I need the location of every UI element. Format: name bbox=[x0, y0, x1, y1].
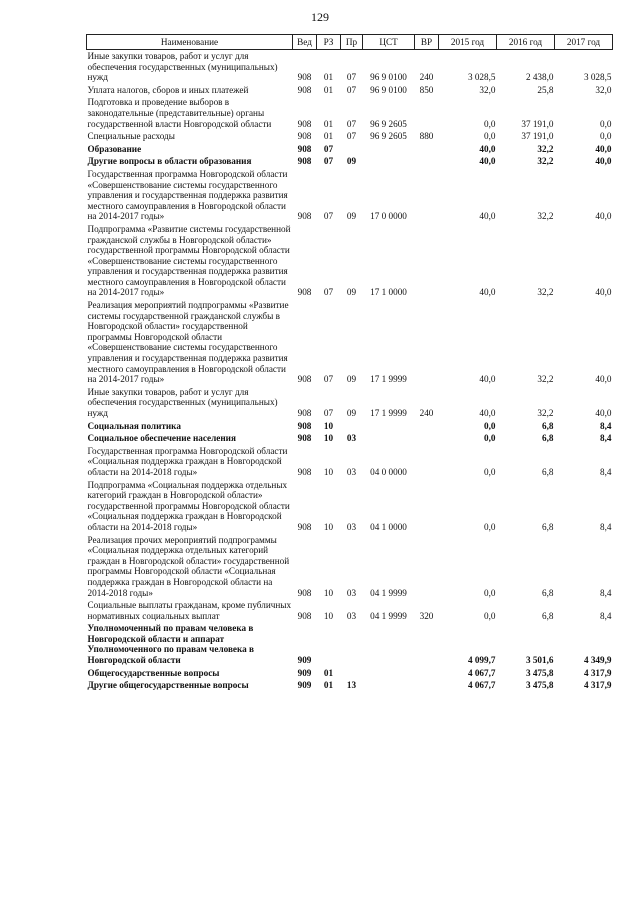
cell-rz: 10 bbox=[323, 433, 334, 444]
cell-rz: 01 bbox=[323, 680, 334, 691]
cell-2016: 6,8 bbox=[542, 420, 554, 431]
cell-2016: 3 501,6 bbox=[525, 655, 554, 666]
cell-2015: 0,0 bbox=[484, 131, 496, 142]
cell-name: Реализация мероприятий подпрограммы «Развитие системы государственной гражданской службы в Новгородской области» государственной программы Новгородской области «Совершенствование системы государственного управления и государственная поддержка развития местного самоуправления в Новгородской области на 2014-2017 годы» bbox=[87, 300, 289, 385]
cell-ved: 908 bbox=[297, 131, 312, 142]
cell-cst: 04 1 9999 bbox=[370, 610, 407, 621]
cell-pr: 07 bbox=[346, 131, 357, 142]
cell-ved: 908 bbox=[297, 156, 312, 167]
cell-pr: 09 bbox=[346, 211, 357, 222]
cell-2016: 3 475,8 bbox=[525, 680, 554, 691]
cell-pr: 09 bbox=[346, 408, 357, 418]
cell-cst: 17 1 9999 bbox=[370, 374, 407, 385]
cell-vr bbox=[415, 667, 439, 680]
cell-cst bbox=[363, 667, 415, 680]
cell-ved: 908 bbox=[297, 408, 312, 418]
cell-pr bbox=[341, 420, 363, 433]
cell-2017: 8,4 bbox=[600, 521, 612, 532]
table-row bbox=[87, 299, 613, 386]
cell-name: Иные закупки товаров, работ и услуг для обеспечения государственных (муниципальных) нужд bbox=[87, 386, 278, 418]
cell-vr bbox=[415, 143, 439, 156]
cell-vr: 240 bbox=[419, 408, 434, 418]
cell-rz: 07 bbox=[323, 156, 334, 167]
cell-vr bbox=[415, 299, 439, 386]
cell-2015: 0,0 bbox=[484, 587, 496, 598]
cell-cst: 04 1 9999 bbox=[370, 587, 407, 598]
cell-cst: 96 9 0100 bbox=[370, 84, 407, 95]
budget-table bbox=[86, 34, 613, 692]
cell-ved: 909 bbox=[297, 680, 312, 691]
cell-2015: 40,0 bbox=[479, 374, 496, 385]
cell-vr bbox=[415, 155, 439, 168]
cell-ved: 908 bbox=[297, 143, 312, 154]
cell-rz: 10 bbox=[323, 610, 334, 621]
cell-2015: 4 099,7 bbox=[467, 655, 496, 666]
cell-rz bbox=[317, 622, 341, 666]
cell-2017: 40,0 bbox=[595, 408, 612, 418]
header-2015: 2015 год bbox=[439, 35, 497, 50]
table-row bbox=[87, 534, 613, 600]
cell-name: Образование bbox=[87, 143, 142, 154]
cell-rz: 01 bbox=[323, 84, 334, 95]
cell-2016: 32,2 bbox=[537, 408, 554, 418]
cell-cst: 17 1 9999 bbox=[370, 408, 407, 418]
cell-ved: 908 bbox=[297, 211, 312, 222]
cell-ved: 908 bbox=[297, 287, 312, 298]
cell-vr: 320 bbox=[419, 610, 434, 621]
cell-2015: 0,0 bbox=[484, 433, 496, 444]
cell-cst: 04 1 0000 bbox=[370, 521, 407, 532]
cell-cst bbox=[363, 622, 415, 666]
table-row bbox=[87, 155, 613, 168]
cell-2015: 32,0 bbox=[479, 84, 496, 95]
table-body bbox=[87, 50, 613, 692]
table-row bbox=[87, 130, 613, 143]
table-row bbox=[87, 667, 613, 680]
cell-2017: 40,0 bbox=[595, 287, 612, 298]
cell-ved: 908 bbox=[297, 521, 312, 532]
cell-2017: 0,0 bbox=[600, 131, 612, 142]
cell-name: Социальные выплаты гражданам, кроме публичных нормативных социальных выплат bbox=[87, 600, 292, 621]
cell-rz: 01 bbox=[323, 118, 334, 129]
cell-vr bbox=[415, 679, 439, 692]
cell-2015: 0,0 bbox=[484, 420, 496, 431]
cell-vr bbox=[415, 479, 439, 534]
table-row bbox=[87, 96, 613, 130]
cell-pr: 09 bbox=[346, 156, 357, 167]
cell-2016: 6,8 bbox=[542, 466, 554, 477]
cell-name: Подпрограмма «Развитие системы государственной гражданской службы в Новгородской области» государственной программы Новгородской области «Совершенствование системы государственного управления и государственная поддержка развития местного самоуправления в Новгородской области на 2014-2017 годы» bbox=[87, 223, 291, 298]
cell-pr bbox=[341, 622, 363, 666]
cell-name: Социальная политика bbox=[87, 420, 181, 431]
cell-2017: 40,0 bbox=[595, 143, 612, 154]
cell-pr: 07 bbox=[346, 72, 357, 83]
cell-2016: 32,2 bbox=[537, 287, 554, 298]
cell-rz: 10 bbox=[323, 466, 334, 477]
cell-2016: 3 475,8 bbox=[525, 667, 554, 678]
cell-rz: 07 bbox=[323, 211, 334, 222]
cell-cst: 96 9 0100 bbox=[370, 72, 407, 83]
header-2016: 2016 год bbox=[497, 35, 555, 50]
table-row bbox=[87, 479, 613, 534]
cell-name: Подготовка и проведение выборов в законодательные (представительные) органы государственной власти Новгородской области bbox=[87, 97, 272, 129]
cell-pr: 13 bbox=[346, 680, 357, 691]
cell-2016: 32,2 bbox=[537, 374, 554, 385]
cell-2015: 4 067,7 bbox=[467, 680, 496, 691]
cell-pr: 07 bbox=[346, 84, 357, 95]
cell-cst bbox=[363, 420, 415, 433]
cell-pr bbox=[341, 143, 363, 156]
cell-2017: 32,0 bbox=[595, 84, 612, 95]
cell-2015: 4 067,7 bbox=[467, 667, 496, 678]
cell-2016: 32,2 bbox=[537, 211, 554, 222]
table-row bbox=[87, 168, 613, 223]
cell-pr: 07 bbox=[346, 118, 357, 129]
cell-2015: 0,0 bbox=[484, 610, 496, 621]
cell-pr: 09 bbox=[346, 374, 357, 385]
cell-vr bbox=[415, 622, 439, 666]
table-header-row bbox=[87, 35, 613, 50]
cell-ved: 908 bbox=[297, 433, 312, 444]
cell-2016: 6,8 bbox=[542, 521, 554, 532]
cell-pr: 03 bbox=[346, 587, 357, 598]
table-row bbox=[87, 386, 613, 420]
cell-ved: 908 bbox=[297, 610, 312, 621]
cell-2015: 3 028,5 bbox=[467, 72, 496, 83]
cell-2015: 40,0 bbox=[479, 156, 496, 167]
cell-pr: 03 bbox=[346, 521, 357, 532]
cell-ved: 909 bbox=[297, 655, 312, 666]
cell-2017: 4 317,9 bbox=[583, 680, 612, 691]
table-row bbox=[87, 50, 613, 84]
page-number: 129 bbox=[311, 10, 329, 24]
cell-2017: 3 028,5 bbox=[583, 72, 612, 83]
cell-ved: 908 bbox=[297, 84, 312, 95]
cell-vr bbox=[415, 168, 439, 223]
cell-ved: 908 bbox=[297, 587, 312, 598]
table-row bbox=[87, 143, 613, 156]
cell-vr bbox=[415, 420, 439, 433]
cell-2016: 32,2 bbox=[537, 143, 554, 154]
cell-name: Подпрограмма «Социальная поддержка отдельных категорий граждан в Новгородской области» государственной программы Новгородской области «Социальная поддержка граждан в Новгородской области на 2014-2018 годы» bbox=[87, 479, 290, 532]
cell-cst bbox=[363, 679, 415, 692]
cell-2015: 40,0 bbox=[479, 287, 496, 298]
cell-name: Общегосударственные вопросы bbox=[87, 667, 220, 678]
cell-name: Государственная программа Новгородской области «Совершенствование системы государственного управления и государственная поддержка развития местного самоуправления в Новгородской области на 2014-2017 годы» bbox=[87, 168, 288, 222]
cell-ved: 909 bbox=[297, 667, 312, 678]
cell-2015: 0,0 bbox=[484, 521, 496, 532]
header-rz: РЗ bbox=[317, 35, 341, 50]
cell-vr bbox=[415, 223, 439, 299]
cell-rz: 07 bbox=[323, 408, 334, 418]
cell-2017: 40,0 bbox=[595, 374, 612, 385]
table-row bbox=[87, 420, 613, 433]
header-name: Наименование bbox=[87, 35, 293, 50]
cell-cst: 04 0 0000 bbox=[370, 466, 407, 477]
cell-rz: 01 bbox=[323, 667, 334, 678]
cell-rz: 10 bbox=[323, 587, 334, 598]
cell-ved: 908 bbox=[297, 374, 312, 385]
cell-2017: 8,4 bbox=[600, 587, 612, 598]
cell-vr bbox=[415, 96, 439, 130]
cell-cst: 17 1 0000 bbox=[370, 287, 407, 298]
table-row bbox=[87, 599, 613, 622]
cell-2017: 40,0 bbox=[595, 211, 612, 222]
cell-2015: 40,0 bbox=[479, 143, 496, 154]
cell-2016: 25,8 bbox=[537, 84, 554, 95]
cell-vr bbox=[415, 445, 439, 479]
cell-2016: 37 191,0 bbox=[521, 131, 554, 142]
cell-pr: 03 bbox=[346, 610, 357, 621]
cell-2017: 0,0 bbox=[600, 118, 612, 129]
cell-name: Уполномоченный по правам человека в Новгородской области и аппарат Уполномоченного по правам человека в Новгородской области bbox=[87, 623, 255, 666]
cell-2016: 2 438,0 bbox=[525, 72, 554, 83]
header-2017: 2017 год bbox=[555, 35, 613, 50]
cell-2017: 8,4 bbox=[600, 466, 612, 477]
cell-2017: 4 349,9 bbox=[583, 655, 612, 666]
cell-vr: 850 bbox=[419, 84, 434, 95]
cell-2015: 40,0 bbox=[479, 211, 496, 222]
cell-2017: 8,4 bbox=[600, 433, 612, 444]
table-row bbox=[87, 622, 613, 666]
cell-rz: 01 bbox=[323, 72, 334, 83]
cell-vr bbox=[415, 534, 439, 600]
cell-rz: 01 bbox=[323, 131, 334, 142]
table-row bbox=[87, 445, 613, 479]
cell-pr: 03 bbox=[346, 466, 357, 477]
cell-2017: 8,4 bbox=[600, 420, 612, 431]
cell-rz: 07 bbox=[323, 143, 334, 154]
cell-ved: 908 bbox=[297, 118, 312, 129]
cell-name: Реализация прочих мероприятий подпрограммы «Социальная поддержка отдельных категорий граждан в Новгородской области» государственной программы Новгородской области «Социальная поддержка граждан в Новгородской области на 2014-2018 годы» bbox=[87, 534, 290, 598]
cell-name: Иные закупки товаров, работ и услуг для обеспечения государственных (муниципальных) нужд bbox=[87, 51, 278, 83]
cell-name: Государственная программа Новгородской области «Социальная поддержка граждан в Новгородской области на 2014-2018 годы» bbox=[87, 445, 288, 477]
cell-vr: 240 bbox=[419, 72, 434, 83]
cell-2017: 4 317,9 bbox=[583, 667, 612, 678]
header-pr: Пр bbox=[341, 35, 363, 50]
cell-2017: 8,4 bbox=[600, 610, 612, 621]
header-vr: ВР bbox=[415, 35, 439, 50]
cell-rz: 07 bbox=[323, 287, 334, 298]
cell-rz: 10 bbox=[323, 420, 334, 431]
cell-cst: 96 9 2605 bbox=[370, 118, 407, 129]
cell-2016: 6,8 bbox=[542, 587, 554, 598]
cell-2015: 40,0 bbox=[479, 408, 496, 418]
cell-pr: 03 bbox=[346, 433, 357, 444]
cell-name: Уплата налогов, сборов и иных платежей bbox=[87, 84, 249, 95]
cell-ved: 908 bbox=[297, 466, 312, 477]
header-ved: Вед bbox=[293, 35, 317, 50]
cell-pr bbox=[341, 667, 363, 680]
cell-name: Другие общегосударственные вопросы bbox=[87, 680, 249, 691]
cell-pr: 09 bbox=[346, 287, 357, 298]
cell-name: Социальное обеспечение населения bbox=[87, 433, 236, 444]
cell-2016: 6,8 bbox=[542, 433, 554, 444]
cell-cst: 17 0 0000 bbox=[370, 211, 407, 222]
cell-name: Специальные расходы bbox=[87, 131, 175, 142]
cell-name: Другие вопросы в области образования bbox=[87, 156, 252, 167]
cell-2017: 40,0 bbox=[595, 156, 612, 167]
cell-cst bbox=[363, 143, 415, 156]
cell-rz: 07 bbox=[323, 374, 334, 385]
cell-2016: 32,2 bbox=[537, 156, 554, 167]
cell-vr: 880 bbox=[419, 131, 434, 142]
cell-ved: 908 bbox=[297, 72, 312, 83]
table-row bbox=[87, 432, 613, 445]
header-cst: ЦСТ bbox=[363, 35, 415, 50]
cell-2015: 0,0 bbox=[484, 118, 496, 129]
cell-cst bbox=[363, 155, 415, 168]
table-row bbox=[87, 223, 613, 299]
cell-ved: 908 bbox=[297, 420, 312, 431]
cell-cst: 96 9 2605 bbox=[370, 131, 407, 142]
table-row bbox=[87, 679, 613, 692]
cell-2016: 6,8 bbox=[542, 610, 554, 621]
cell-rz: 10 bbox=[323, 521, 334, 532]
cell-2015: 0,0 bbox=[484, 466, 496, 477]
table-row bbox=[87, 84, 613, 97]
cell-vr bbox=[415, 432, 439, 445]
cell-cst bbox=[363, 432, 415, 445]
cell-2016: 37 191,0 bbox=[521, 118, 554, 129]
